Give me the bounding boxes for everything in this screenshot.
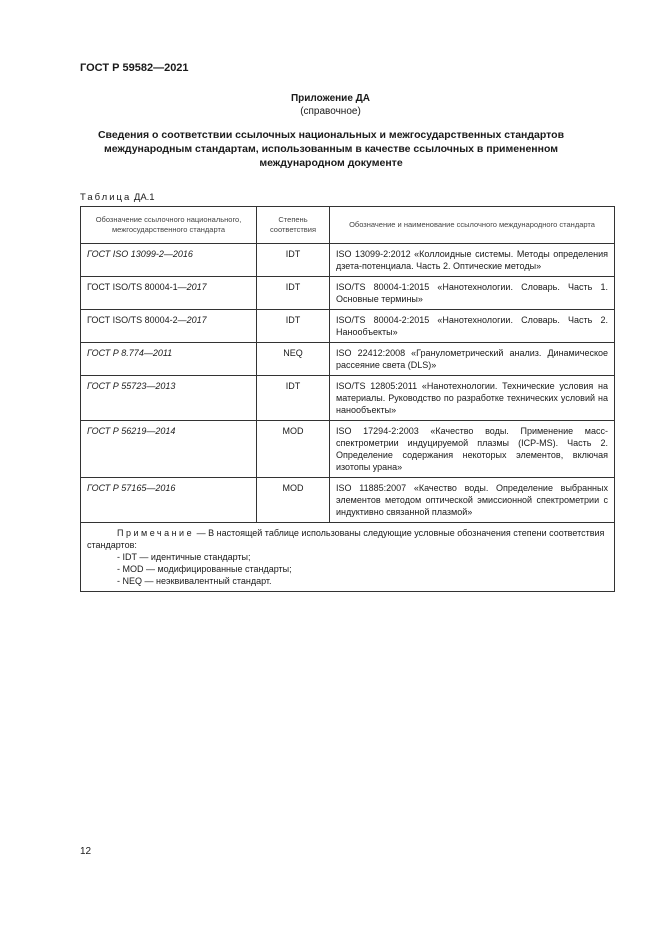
note-label: Примечание [117, 528, 195, 538]
table-row [81, 244, 615, 277]
standards-table [80, 206, 615, 592]
appendix-heading: Сведения о соответствии ссылочных национальных и межгосударственных стандартов международным стандартам, использованным в качестве ссылочных в примененном международном документе [97, 129, 565, 169]
designation-cell: ГОСТ Р 57165—2016 [81, 478, 257, 523]
table-row [81, 376, 615, 421]
appendix-title: Приложение ДА [290, 93, 371, 104]
table-row [81, 277, 615, 310]
international-cell: ISO/TS 80004-2:2015 «Нанотехнологии. Словарь. Часть 2. Нанообъекты» [330, 310, 615, 343]
designation-prefix: ГОСТ ISO/TS 80004-1— [87, 282, 187, 292]
designation-cell: ГОСТ Р 8.774—2011 [81, 343, 257, 376]
page-number: 12 [80, 846, 92, 857]
table-caption [80, 192, 155, 203]
table-caption-number: ДА.1 [131, 192, 155, 203]
designation-cell: ГОСТ Р 56219—2014 [81, 421, 257, 478]
degree-cell: IDT [257, 244, 330, 277]
table-note-row [81, 523, 615, 592]
international-cell: ISO 22412:2008 «Гранулометрический анализ. Динамическое рассеяние света (DLS)» [330, 343, 615, 376]
designation-year: 2017 [186, 315, 207, 325]
international-cell: ISO 17294-2:2003 «Качество воды. Применение масс-спектрометрии индуцируемой плазмы (ICP-MS). Часть 2. Определение содержания некоторых элементов, включая изотопы урана» [330, 421, 615, 478]
column-header-degree: Степень соответствия [257, 207, 330, 244]
appendix-header [0, 92, 661, 118]
note-text: — В настоящей таблице использованы следующие условные обозначения степени соответствия стандартов: [87, 528, 605, 550]
table-note [81, 523, 615, 592]
note-item: - NEQ — неэквивалентный стандарт. [117, 576, 272, 586]
note-item: - MOD — модифицированные стандарты; [117, 564, 292, 574]
appendix-subtitle: (справочное) [300, 106, 361, 117]
designation-cell [81, 277, 257, 310]
international-cell: ISO 11885:2007 «Качество воды. Определение выбранных элементов методом оптической эмиссионной спектрометрии с индуктивно связанной плазмой» [330, 478, 615, 523]
column-header-international: Обозначение и наименование ссылочного международного стандарта [330, 207, 615, 244]
note-item: - IDT — идентичные стандарты; [117, 552, 251, 562]
international-cell: ISO 13099-2:2012 «Коллоидные системы. Методы определения дзета-потенциала. Часть 2. Оптические методы» [330, 244, 615, 277]
degree-cell: IDT [257, 376, 330, 421]
degree-cell: MOD [257, 421, 330, 478]
degree-cell: IDT [257, 310, 330, 343]
column-header-designation: Обозначение ссылочного национального, межгосударственного стандарта [81, 207, 257, 244]
table-row [81, 421, 615, 478]
designation-cell [81, 310, 257, 343]
international-cell: ISO/TS 80004-1:2015 «Нанотехнологии. Словарь. Часть 1. Основные термины» [330, 277, 615, 310]
document-code: ГОСТ Р 59582—2021 [80, 62, 189, 74]
table-row [81, 343, 615, 376]
designation-prefix: ГОСТ ISO/TS 80004-2— [87, 315, 187, 325]
degree-cell: NEQ [257, 343, 330, 376]
table-caption-word: Таблица [80, 192, 132, 203]
table-header-row [81, 207, 615, 244]
international-cell: ISO/TS 12805:2011 «Нанотехнологии. Технические условия на материалы. Руководство по разработке технических условий на нанообъекты» [330, 376, 615, 421]
designation-year: 2017 [186, 282, 207, 292]
designation-cell: ГОСТ ISO 13099-2—2016 [81, 244, 257, 277]
note-intro [87, 527, 608, 551]
degree-cell: IDT [257, 277, 330, 310]
degree-cell: MOD [257, 478, 330, 523]
table-row [81, 310, 615, 343]
table-row [81, 478, 615, 523]
designation-cell: ГОСТ Р 55723—2013 [81, 376, 257, 421]
